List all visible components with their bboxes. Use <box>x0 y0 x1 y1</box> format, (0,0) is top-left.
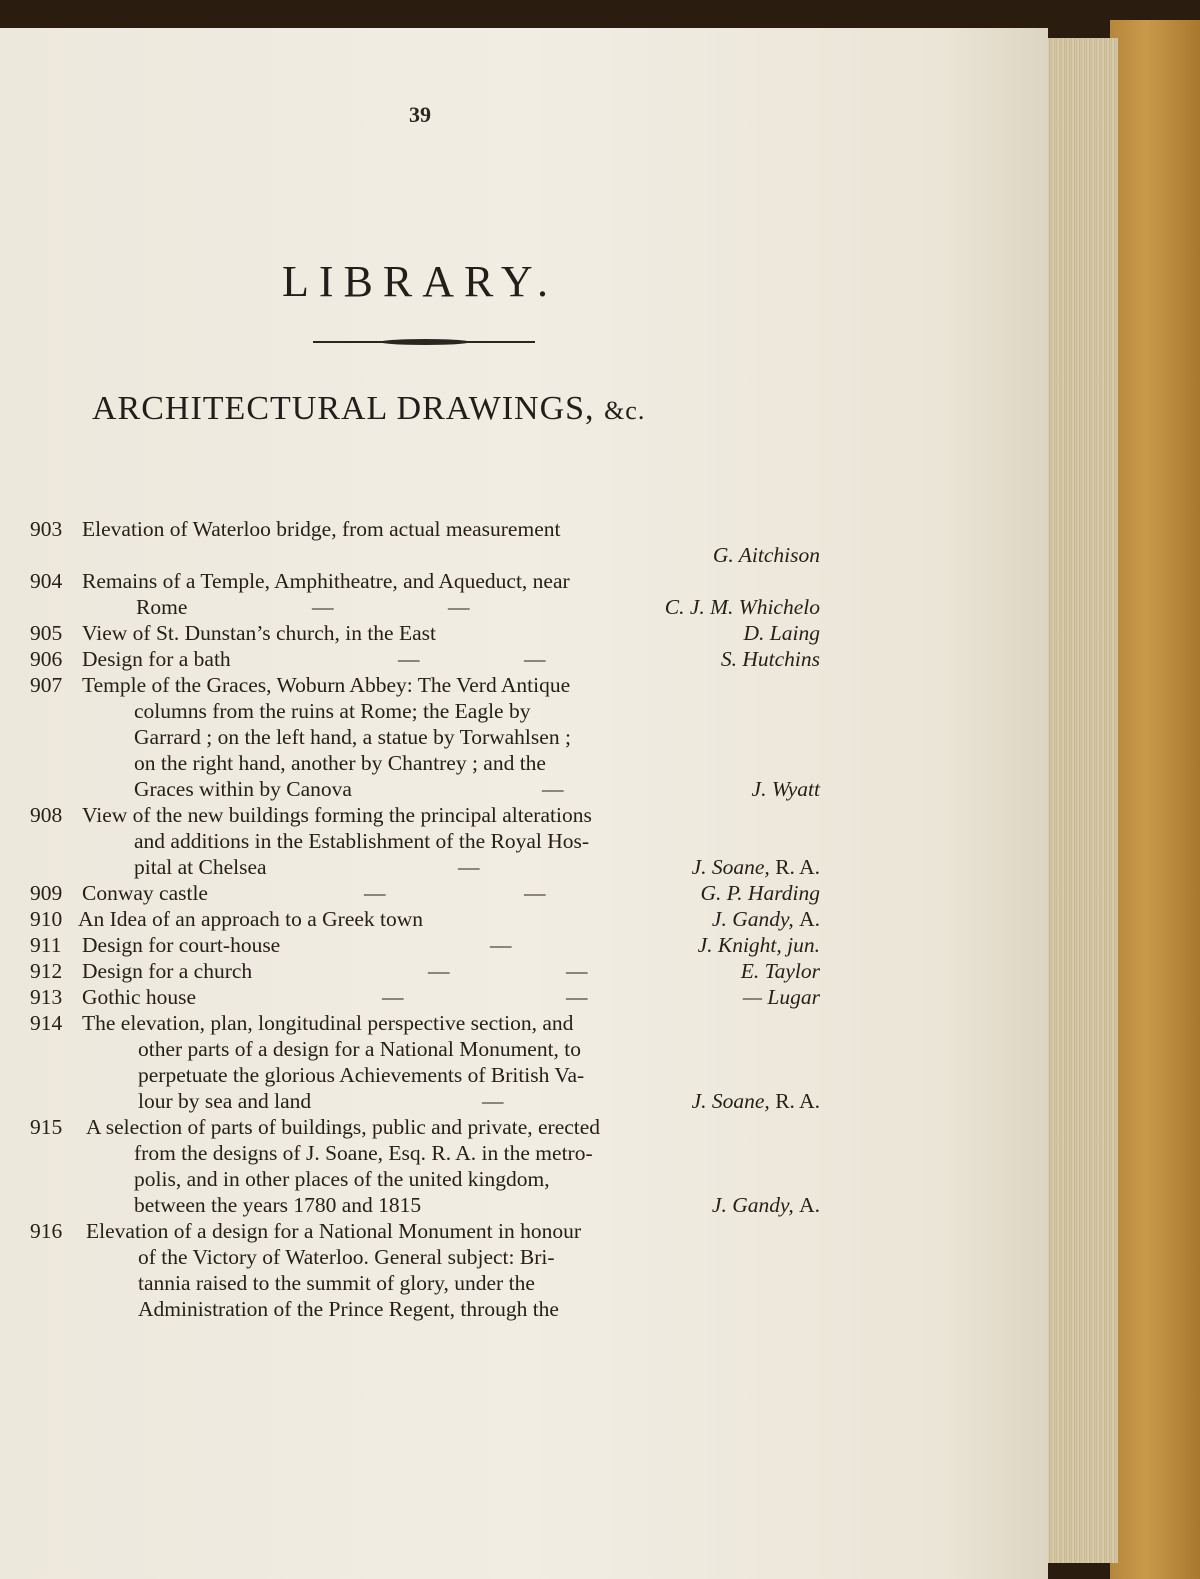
entry-912-line-1 <box>30 958 830 984</box>
entry-number: 904 <box>30 569 63 593</box>
entry-907-line-2 <box>30 698 830 724</box>
entry-text: The elevation, plan, longitudinal perspective section, and <box>82 1011 574 1035</box>
author-name: J. Soane, <box>691 855 770 879</box>
page-edges <box>1040 38 1118 1563</box>
entry-908-line-1 <box>30 802 830 828</box>
page-title: LIBRARY. <box>281 257 559 306</box>
entry-text: perpetuate the glorious Achievements of British Va- <box>138 1063 585 1087</box>
entry-903-line-2 <box>30 542 830 568</box>
entry-number: 903 <box>30 517 63 541</box>
leader-dash: — <box>566 985 588 1009</box>
entry-909-line-1 <box>30 880 830 906</box>
entry-author: D. Laing <box>743 621 820 645</box>
entry-author: C. J. M. Whichelo <box>664 595 820 619</box>
entry-907-line-1 <box>30 672 830 698</box>
entry-915-line-2 <box>30 1140 830 1166</box>
leader-dash: — <box>482 1089 504 1113</box>
entry-914-line-1 <box>30 1010 830 1036</box>
entry-914-line-3 <box>30 1062 830 1088</box>
entry-907-line-4 <box>30 750 830 776</box>
entry-text: polis, and in other places of the united kingdom, <box>134 1167 550 1191</box>
entry-907-line-5 <box>30 776 830 802</box>
author-suffix: R. A. <box>775 855 820 879</box>
leader-dash: — <box>398 647 420 671</box>
entry-text: Rome <box>136 595 188 619</box>
leader-dash: — <box>458 855 480 879</box>
entry-author: — Lugar <box>742 985 820 1009</box>
entry-text: Temple of the Graces, Woburn Abbey: The Verd Antique <box>82 673 571 697</box>
entry-text: lour by sea and land <box>138 1089 312 1113</box>
entry-text: Elevation of Waterloo bridge, from actual measurement <box>82 517 561 541</box>
entry-text: Design for court-house <box>82 933 281 957</box>
entry-author <box>712 1192 820 1218</box>
leader-dash: — <box>566 959 588 983</box>
author-suffix: R. A. <box>775 1089 820 1113</box>
author-name: J. Soane, <box>691 1089 770 1113</box>
leader-dash: — <box>312 595 334 619</box>
leader-dash: — <box>364 881 386 905</box>
author-name: J. Gandy, <box>711 1193 794 1217</box>
entry-907-line-3 <box>30 724 830 750</box>
title-rule-ornament <box>380 339 470 345</box>
section-heading-main: ARCHITECTURAL DRAWINGS, <box>92 390 595 427</box>
entry-text: Garrard ; on the left hand, a statue by Torwahlsen ; <box>134 725 571 749</box>
entry-text: Elevation of a design for a National Monument in honour <box>86 1219 581 1243</box>
entry-904-line-1 <box>30 568 830 594</box>
entry-author: J. Knight, jun. <box>697 933 820 957</box>
leader-dash: — <box>490 933 512 957</box>
leader-dash: — <box>428 959 450 983</box>
entry-911-line-1 <box>30 932 830 958</box>
entry-author: E. Taylor <box>740 959 820 983</box>
section-heading <box>92 390 792 428</box>
entry-914-line-2 <box>30 1036 830 1062</box>
entry-number: 906 <box>30 647 63 671</box>
leader-dash: — <box>448 595 470 619</box>
entry-number: 913 <box>30 985 63 1009</box>
entry-number: 912 <box>30 959 63 983</box>
entry-number: 911 <box>30 933 62 957</box>
entry-text: View of the new buildings forming the principal alterations <box>82 803 592 827</box>
leader-dash: — <box>524 647 546 671</box>
entry-916-line-1 <box>30 1218 830 1244</box>
leader-dash: — <box>542 777 564 801</box>
entry-number: 905 <box>30 621 63 645</box>
entry-910-line-1 <box>30 906 830 932</box>
author-suffix: A. <box>799 1193 820 1217</box>
entry-905-line-1 <box>30 620 830 646</box>
leader-dash: — <box>524 881 546 905</box>
entry-text: columns from the ruins at Rome; the Eagle by <box>134 699 531 723</box>
author-name: J. Gandy, <box>711 907 794 931</box>
entry-text: on the right hand, another by Chantrey ; and the <box>134 751 546 775</box>
entry-908-line-3 <box>30 854 830 880</box>
entry-text: Graces within by Canova <box>134 777 352 801</box>
entry-text: other parts of a design for a National Monument, to <box>138 1037 582 1061</box>
entry-text: pital at Chelsea <box>134 855 267 879</box>
entry-text: between the years 1780 and 1815 <box>134 1193 422 1217</box>
entry-906-line-1 <box>30 646 830 672</box>
entry-915-line-1 <box>30 1114 830 1140</box>
page <box>0 28 1048 1579</box>
entry-text: Gothic house <box>82 985 197 1009</box>
entry-903-line-1 <box>30 516 830 542</box>
entry-number: 916 <box>30 1219 63 1243</box>
entry-number: 909 <box>30 881 63 905</box>
entry-text: An Idea of an approach to a Greek town <box>78 907 424 931</box>
entry-author <box>692 854 820 880</box>
entry-author <box>692 1088 820 1114</box>
page-number: 39 <box>409 102 431 127</box>
entry-text: Administration of the Prince Regent, through the <box>138 1297 559 1321</box>
leader-dash: — <box>382 985 404 1009</box>
entry-number: 914 <box>30 1011 63 1035</box>
entry-text: Design for a church <box>82 959 253 983</box>
entry-916-line-4 <box>30 1296 830 1322</box>
entry-916-line-3 <box>30 1270 830 1296</box>
entry-904-line-2 <box>30 594 830 620</box>
entry-916-line-2 <box>30 1244 830 1270</box>
entry-text: Design for a bath <box>82 647 231 671</box>
entry-text: of the Victory of Waterloo. General subject: Bri- <box>138 1245 555 1269</box>
entry-author: J. Wyatt <box>751 777 820 801</box>
author-suffix: A. <box>799 907 820 931</box>
entry-text: View of St. Dunstan’s church, in the East <box>82 621 436 645</box>
entry-915-line-4 <box>30 1192 830 1218</box>
entry-text: Remains of a Temple, Amphitheatre, and Aqueduct, near <box>82 569 570 593</box>
entry-number: 915 <box>30 1115 63 1139</box>
entry-text: and additions in the Establishment of the Royal Hos- <box>134 829 590 853</box>
book-cover-edge <box>1110 20 1200 1579</box>
entry-text: A selection of parts of buildings, public and private, erected <box>86 1115 601 1139</box>
entry-author <box>712 906 820 932</box>
entry-915-line-3 <box>30 1166 830 1192</box>
entry-number: 908 <box>30 803 63 827</box>
entry-author: G. Aitchison <box>712 543 820 567</box>
entry-914-line-4 <box>30 1088 830 1114</box>
entry-908-line-2 <box>30 828 830 854</box>
catalogue-entries <box>30 516 830 1322</box>
entry-author: S. Hutchins <box>720 647 820 671</box>
entry-913-line-1 <box>30 984 830 1010</box>
entry-text: Conway castle <box>82 881 208 905</box>
section-heading-etc: &c. <box>604 396 646 425</box>
entry-text: from the designs of J. Soane, Esq. R. A. in the metro- <box>134 1141 593 1165</box>
entry-author: G. P. Harding <box>700 881 820 905</box>
entry-number: 910 <box>30 907 63 931</box>
entry-number: 907 <box>30 673 63 697</box>
entry-text: tannia raised to the summit of glory, under the <box>138 1271 535 1295</box>
